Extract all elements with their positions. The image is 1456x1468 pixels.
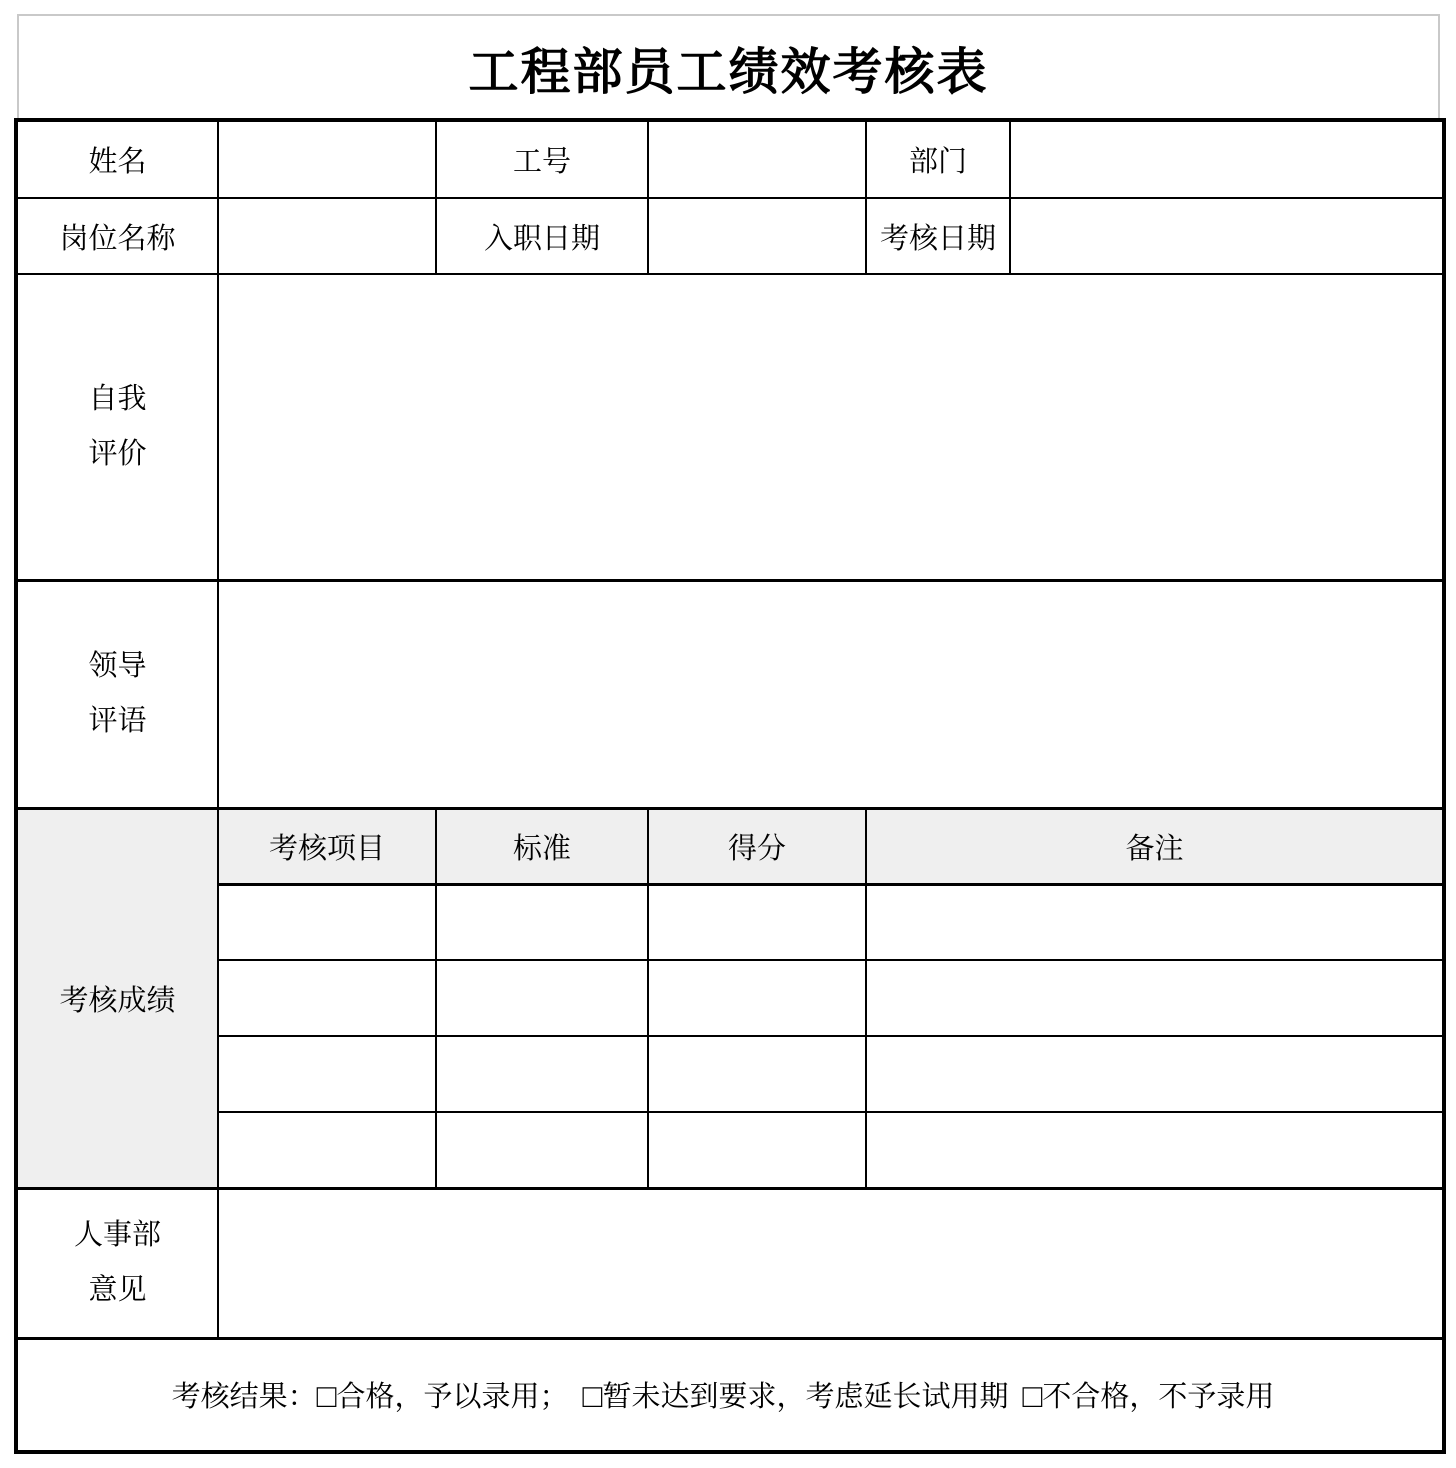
employee-id-label-cell: 工号 [436, 120, 648, 198]
info-row-1 [16, 120, 1444, 198]
score-remarks-cell[interactable] [866, 884, 1444, 960]
department-value-cell[interactable] [1010, 120, 1444, 198]
score-standard-cell[interactable] [436, 884, 648, 960]
result-option-qualified[interactable] [316, 1377, 569, 1415]
scores-header-row [16, 808, 1444, 884]
result-row [16, 1338, 1444, 1452]
label-line: 自我 [88, 382, 147, 415]
name-value-cell[interactable] [218, 120, 436, 198]
score-score-cell[interactable] [648, 1036, 866, 1112]
hire-date-label-cell: 入职日期 [436, 198, 648, 274]
result-option-text: 不合格，不予录用 [1042, 1381, 1275, 1414]
score-score-cell[interactable] [648, 884, 866, 960]
label-line: 人事部 [73, 1218, 161, 1251]
score-remarks-cell[interactable] [866, 1036, 1444, 1112]
position-label-cell: 岗位名称 [16, 198, 218, 274]
result-option-unqualified[interactable] [1022, 1377, 1275, 1415]
score-row [16, 1036, 1444, 1112]
result-prefix: 考核结果： [171, 1381, 317, 1414]
hr-opinion-label-cell [16, 1188, 218, 1338]
employee-id-value-cell[interactable] [648, 120, 866, 198]
form-title: 工程部员工绩效考核表 [468, 44, 989, 100]
score-row [16, 1112, 1444, 1188]
score-standard-cell[interactable] [436, 960, 648, 1036]
score-remarks-cell[interactable] [866, 960, 1444, 1036]
score-standard-cell[interactable] [436, 1036, 648, 1112]
review-date-value-cell[interactable] [1010, 198, 1444, 274]
result-option-text: 暂未达到要求，考虑延长试用期 [602, 1381, 1009, 1414]
leader-comments-row [16, 580, 1444, 808]
scores-header-score: 得分 [648, 808, 866, 884]
label-line: 评价 [88, 437, 147, 470]
result-option-extend-probation[interactable] [582, 1377, 1009, 1415]
hire-date-value-cell[interactable] [648, 198, 866, 274]
review-date-label-cell: 考核日期 [866, 198, 1010, 274]
scores-header-remarks: 备注 [866, 808, 1444, 884]
info-row-2 [16, 198, 1444, 274]
score-score-cell[interactable] [648, 960, 866, 1036]
score-score-cell[interactable] [648, 1112, 866, 1188]
self-evaluation-row [16, 274, 1444, 580]
position-value-cell[interactable] [218, 198, 436, 274]
checkbox-icon[interactable]: □ [316, 1377, 337, 1415]
score-item-cell[interactable] [218, 960, 436, 1036]
department-label-cell: 部门 [866, 120, 1010, 198]
scores-header-standard: 标准 [436, 808, 648, 884]
score-row [16, 960, 1444, 1036]
checkbox-icon[interactable]: □ [582, 1377, 603, 1415]
assessment-form-table [14, 118, 1446, 1454]
self-evaluation-content-cell[interactable] [218, 274, 1444, 580]
score-standard-cell[interactable] [436, 1112, 648, 1188]
self-evaluation-label-cell [16, 274, 218, 580]
scores-section-label-cell: 考核成绩 [16, 808, 218, 1188]
leader-comments-label-cell [16, 580, 218, 808]
form-title-box [17, 14, 1440, 120]
hr-opinion-content-cell[interactable] [218, 1188, 1444, 1338]
label-line: 领导 [88, 649, 147, 682]
name-label-cell: 姓名 [16, 120, 218, 198]
score-row [16, 884, 1444, 960]
result-option-text: 合格，予以录用； [336, 1381, 569, 1414]
leader-comments-content-cell[interactable] [218, 580, 1444, 808]
scores-header-item: 考核项目 [218, 808, 436, 884]
hr-opinion-row [16, 1188, 1444, 1338]
label-line: 评语 [88, 705, 147, 737]
score-item-cell[interactable] [218, 1036, 436, 1112]
score-remarks-cell[interactable] [866, 1112, 1444, 1188]
score-item-cell[interactable] [218, 1112, 436, 1188]
result-cell [16, 1338, 1444, 1452]
score-item-cell[interactable] [218, 884, 436, 960]
checkbox-icon[interactable]: □ [1022, 1377, 1043, 1415]
label-line: 意见 [88, 1274, 147, 1306]
